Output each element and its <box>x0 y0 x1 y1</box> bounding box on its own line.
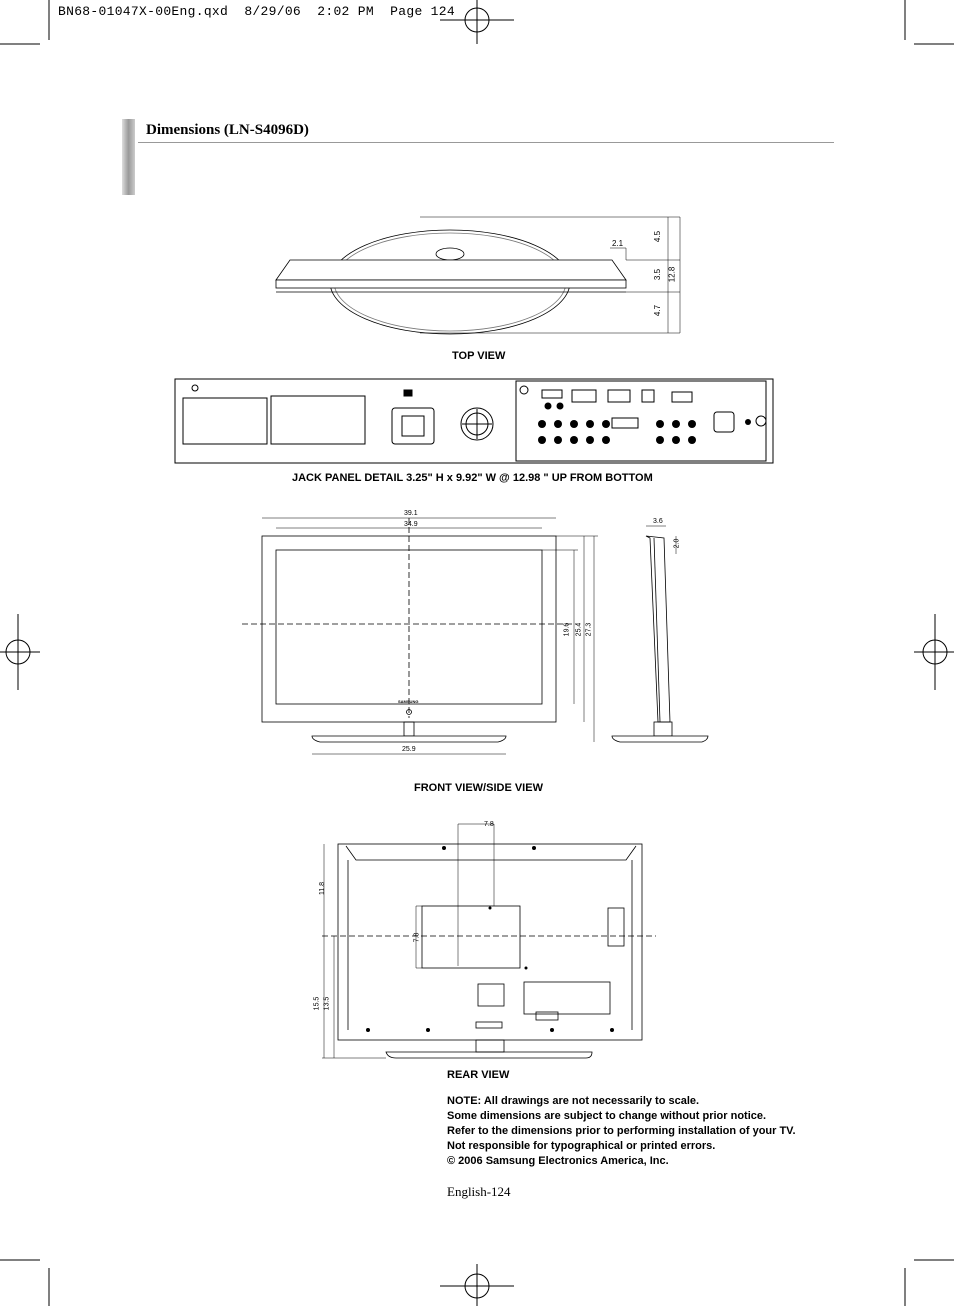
jack-panel-caption: JACK PANEL DETAIL 3.25" H x 9.92" W @ 12.98 " UP FROM BOTTOM <box>292 472 653 484</box>
section-title: Dimensions (LN-S4096D) <box>146 122 309 138</box>
top-view-drawing <box>270 212 690 342</box>
rear-dim-vesa-w: 7.8 <box>484 821 494 828</box>
top-dim-2-1: 2.1 <box>612 239 624 248</box>
front-dim-34-9: 34.9 <box>404 521 418 528</box>
note-line: Refer to the dimensions prior to performing installation of your TV. <box>447 1125 796 1137</box>
print-header: BN68-01047X-00Eng.qxd 8/29/06 2:02 PM Page 124 <box>58 4 455 19</box>
rear-view-drawing <box>316 816 660 1064</box>
note-line: © 2006 Samsung Electronics America, Inc. <box>447 1155 669 1167</box>
rear-dim-11-8: 11.8 <box>319 881 327 896</box>
rear-dim-13-5: 13.5 <box>323 996 331 1011</box>
side-dim-3-6: 3.6 <box>653 518 663 525</box>
brand-logo: SAMSUNG <box>398 699 419 704</box>
page-number: English-124 <box>447 1184 511 1199</box>
front-dim-25-4: 25.4 <box>575 622 583 637</box>
front-dim-19-6: 19.6 <box>563 622 571 637</box>
top-dim-12-8: 12.8 <box>667 266 677 283</box>
front-view-drawing <box>240 508 720 768</box>
note-line: Some dimensions are subject to change without prior notice. <box>447 1110 767 1122</box>
front-dim-39-1: 39.1 <box>404 510 418 517</box>
front-dim-25-9: 25.9 <box>402 746 416 753</box>
title-rule <box>138 142 834 143</box>
side-dim-2-0: 2.0 <box>673 538 681 549</box>
top-view-caption: TOP VIEW <box>452 350 506 362</box>
front-view-caption: FRONT VIEW/SIDE VIEW <box>414 782 543 794</box>
front-dim-27-3: 27.3 <box>585 622 593 637</box>
title-accent-bar <box>122 119 135 195</box>
top-dim-4-7: 4.7 <box>653 304 663 317</box>
top-dim-3-5: 3.5 <box>653 268 663 281</box>
jack-panel-drawing <box>172 376 777 466</box>
rear-view-caption: REAR VIEW <box>447 1069 510 1081</box>
top-dim-4-5: 4.5 <box>653 230 663 243</box>
note-line: Not responsible for typographical or printed errors. <box>447 1140 716 1152</box>
rear-dim-vesa-h: 7.8 <box>413 932 421 943</box>
rear-dim-15-5: 15.5 <box>313 996 321 1011</box>
note-line: NOTE: All drawings are not necessarily to scale. <box>447 1095 700 1107</box>
notes-block <box>447 1094 796 1169</box>
